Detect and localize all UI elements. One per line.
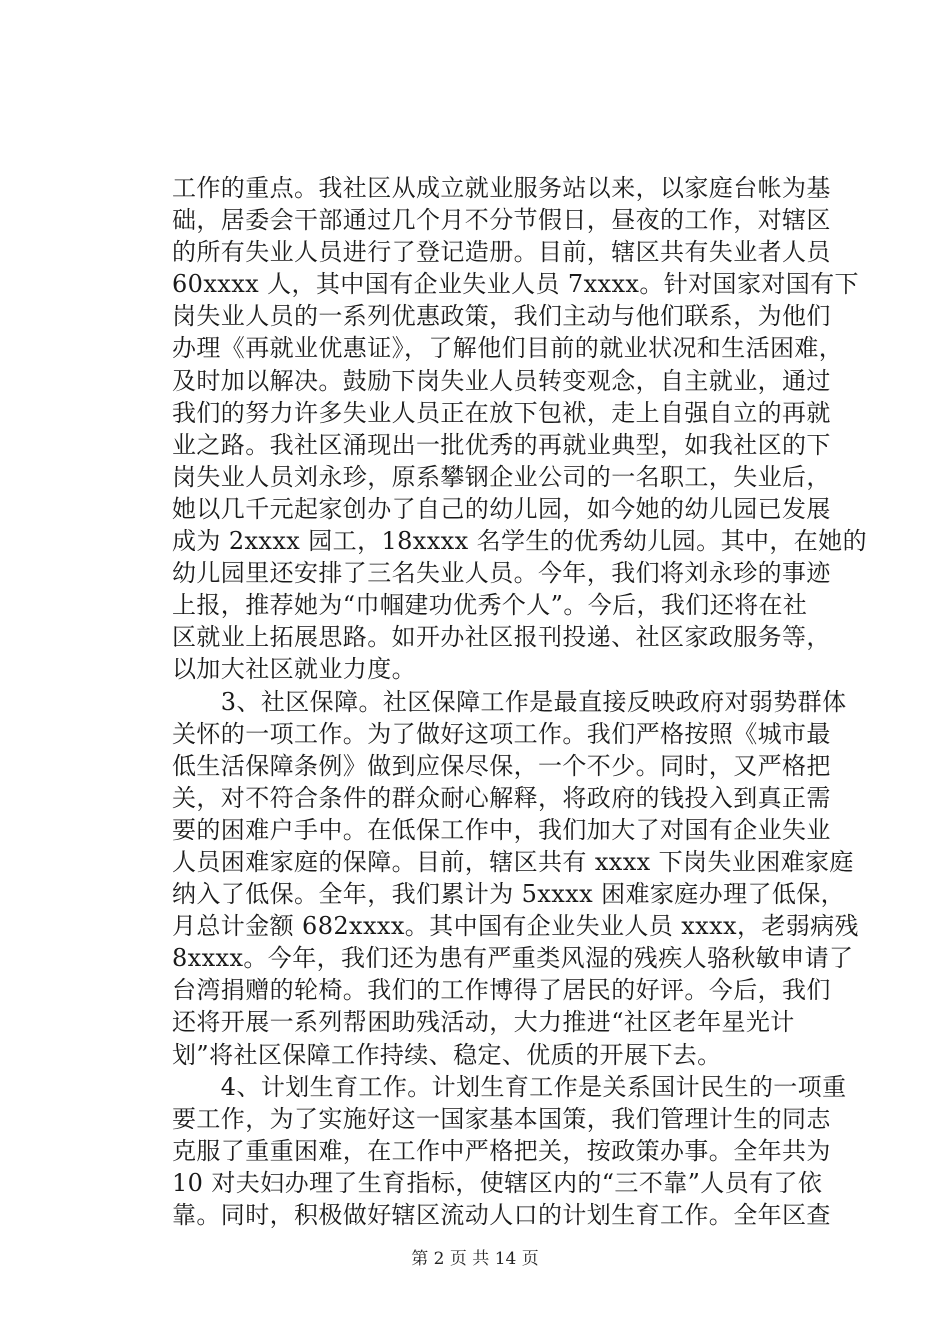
text-line: 台湾捐赠的轮椅。我们的工作博得了居民的好评。今后，我们	[172, 976, 831, 1005]
text-line: 8xxxx。今年，我们还为患有严重类风湿的残疾人骆秋敏申请了	[172, 944, 854, 973]
text-line: 人员困难家庭的保障。目前，辖区共有 xxxx 下岗失业困难家庭	[172, 847, 854, 876]
text-line: 月总计金额 682xxxx。其中国有企业失业人员 xxxx，老弱病残	[172, 912, 859, 941]
text-line: 低生活保障条例》做到应保尽保，一个不少。同时，又严格把	[172, 751, 831, 780]
text-line: 岗失业人员的一系列优惠政策，我们主动与他们联系，为他们	[172, 302, 831, 331]
text-line: 要的困难户手中。在低保工作中，我们加大了对国有企业失业	[172, 815, 831, 844]
text-line: 靠。同时，积极做好辖区流动人口的计划生育工作。全年区查	[172, 1201, 831, 1229]
text-line: 还将开展一系列帮困助残活动，大力推进“社区老年星光计	[172, 1008, 795, 1037]
text-line: 我们的努力许多失业人员正在放下包袱，走上自强自立的再就	[172, 398, 831, 427]
text-line: 她以几千元起家创办了自己的幼儿园，如今她的幼儿园已发展	[172, 494, 831, 523]
text-line: 4、计划生育工作。计划生育工作是关系国计民生的一项重	[172, 1072, 847, 1101]
text-line: 划”将社区保障工作持续、稳定、优质的开展下去。	[172, 1040, 722, 1069]
text-line: 以加大社区就业力度。	[172, 655, 416, 684]
text-line: 关，对不符合条件的群众耐心解释，将政府的钱投入到真正需	[172, 783, 831, 812]
text-line: 岗失业人员刘永珍，原系攀钢企业公司的一名职工，失业后，	[172, 462, 831, 491]
body-text	[172, 172, 867, 1231]
text-line: 办理《再就业优惠证》，了解他们目前的就业状况和生活困难，	[172, 334, 844, 363]
text-line: 业之路。我社区涌现出一批优秀的再就业典型，如我社区的下	[172, 430, 831, 459]
text-line: 纳入了低保。全年，我们累计为 5xxxx 困难家庭办理了低保，	[172, 880, 846, 909]
text-line: 10 对夫妇办理了生育指标，使辖区内的“三不靠”人员有了依	[172, 1168, 823, 1197]
text-line: 区就业上拓展思路。如开办社区报刊投递、社区家政服务等，	[172, 623, 831, 652]
text-line: 工作的重点。我社区从成立就业服务站以来，以家庭台帐为基	[172, 174, 831, 202]
text-line: 成为 2xxxx 园工，18xxxx 名学生的优秀幼儿园。其中，在她的	[172, 527, 867, 556]
text-line: 要工作，为了实施好这一国家基本国策，我们管理计生的同志	[172, 1104, 831, 1133]
text-line: 关怀的一项工作。为了做好这项工作。我们严格按照《城市最	[172, 719, 831, 748]
text-line: 60xxxx 人，其中国有企业失业人员 7xxxx。针对国家对国有下	[172, 270, 859, 299]
text-line: 上报，推荐她为“巾帼建功优秀个人”。今后，我们还将在社	[172, 591, 808, 620]
page-number-footer: 第 2 页 共 14 页	[411, 1249, 539, 1269]
text-line: 幼儿园里还安排了三名失业人员。今年，我们将刘永珍的事迹	[172, 559, 831, 588]
text-line: 及时加以解决。鼓励下岗失业人员转变观念，自主就业，通过	[172, 366, 831, 395]
text-line: 的所有失业人员进行了登记造册。目前，辖区共有失业者人员	[172, 238, 831, 267]
text-line: 克服了重重困难，在工作中严格把关，按政策办事。全年共为	[172, 1136, 831, 1165]
text-line: 础，居委会干部通过几个月不分节假日，昼夜的工作，对辖区	[172, 206, 831, 235]
text-line: 3、社区保障。社区保障工作是最直接反映政府对弱势群体	[172, 687, 847, 716]
